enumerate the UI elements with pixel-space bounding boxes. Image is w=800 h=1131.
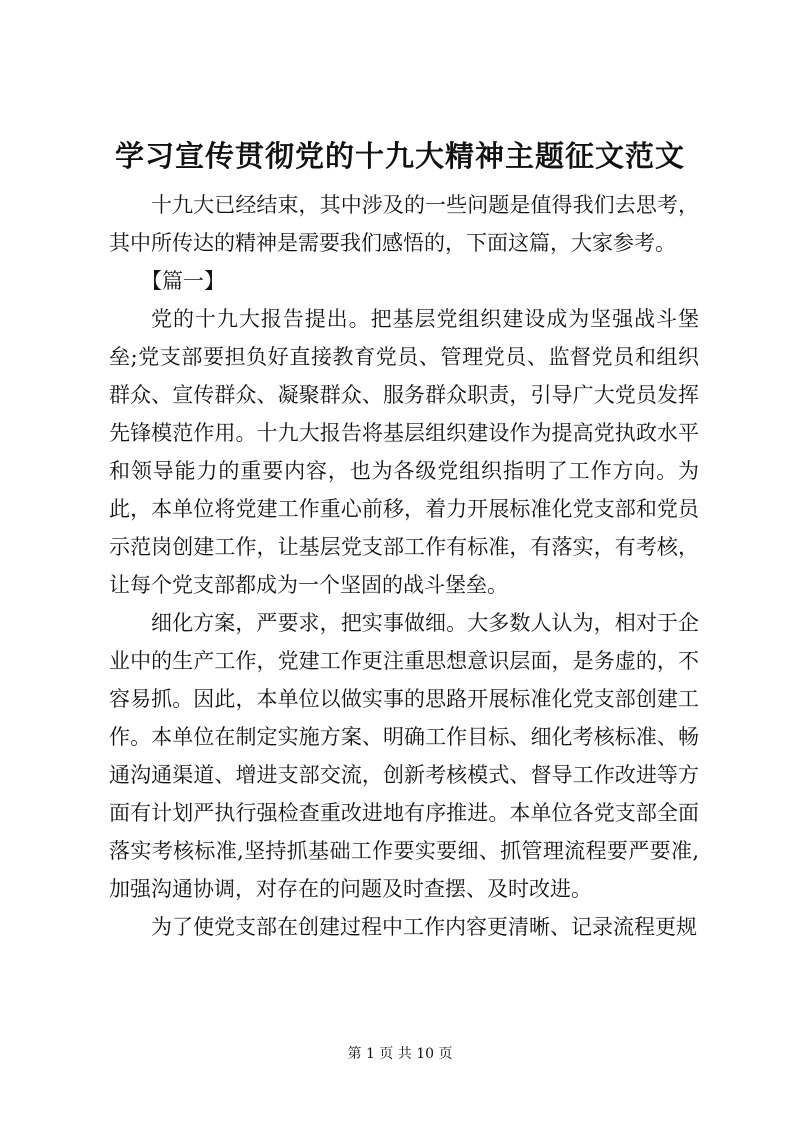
document-title: 学习宣传贯彻党的十九大精神主题征文范文 — [114, 139, 685, 173]
document-body — [109, 186, 699, 946]
page-footer: 第 1 页 共 10 页 — [347, 1046, 453, 1062]
paragraph-2: 细化方案，严要求，把实事做细。大多数人认为，相对于企业中的生产工作，党建工作更注重思想意识层面，是务虚的，不容易抓。因此，本单位以做实事的思路开展标准化党支部创建工作。本单位在制定实施方案、明确工作目标、细化考核标准、畅通沟通渠道、增进支部交流，创新考核模式、督导工作改进等方面有计划严执行强检查重改进地有序推进。本单位各党支部全面落实考核标准,坚持抓基础工作要实要细、抓管理流程要严要准,加强沟通协调，对存在的问题及时查摆、及时改进。 — [109, 611, 699, 901]
paragraph-1: 党的十九大报告提出。把基层党组织建设成为坚强战斗堡垒;党支部要担负好直接教育党员、管理党员、监督党员和组织群众、宣传群众、凝聚群众、服务群众职责，引导广大党员发挥先锋模范作用。十九大报告将基层组织建设作为提高党执政水平和领导能力的重要内容，也为各级党组织指明了工作方向。为此，本单位将党建工作重心前移，着力开展标准化党支部和党员示范岗创建工作，让基层党支部工作有标准，有落实，有考核，让每个党支部都成为一个坚固的战斗堡垒。 — [109, 307, 699, 597]
section-heading: 【篇一】 — [141, 269, 225, 293]
intro-paragraph: 十九大已经结束，其中涉及的一些问题是值得我们去思考，其中所传达的精神是需要我们感悟的，下面这篇，大家参考。 — [109, 193, 699, 255]
paragraph-3: 为了使党支部在创建过程中工作内容更清晰、记录流程更规 — [151, 915, 697, 939]
